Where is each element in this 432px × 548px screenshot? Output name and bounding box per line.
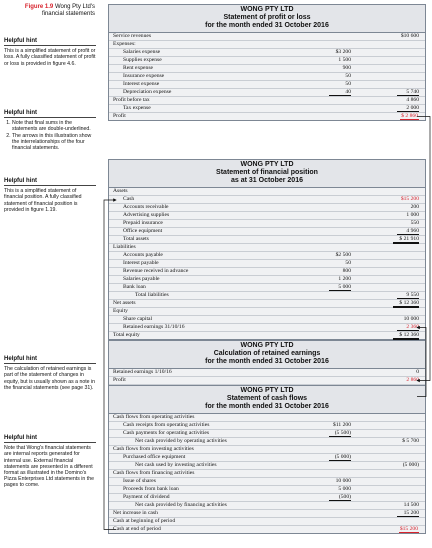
row-label: Retained earnings 1/10/16 xyxy=(113,369,172,375)
statement-row xyxy=(109,105,425,113)
highlighted-total: $ 2 860 xyxy=(401,113,418,119)
statement-row xyxy=(109,276,425,284)
row-label: Cash flows from operating activities xyxy=(113,414,195,420)
figure-title: Wong Pty Ltd's financial statements xyxy=(41,4,95,17)
statement-period: for the month ended 31 October 2016 xyxy=(205,403,329,410)
helpful-hint-1 xyxy=(4,38,96,67)
statement-row xyxy=(109,89,425,97)
statement-row xyxy=(109,332,425,339)
helpful-hint-3 xyxy=(4,178,96,213)
row-label: Accounts payable xyxy=(123,252,163,258)
row-label: Depreciation expense xyxy=(123,89,172,95)
statement-row xyxy=(109,73,425,81)
row-amount-total: 10 000 xyxy=(403,316,419,322)
hint-title: Helpful hint xyxy=(4,178,96,186)
statement-1 xyxy=(108,159,426,340)
row-amount-inner: 900 xyxy=(342,65,351,71)
row-amount-total: $15 200 xyxy=(400,196,419,202)
statement-row xyxy=(109,526,425,533)
row-label: Insurance expense xyxy=(123,73,165,79)
row-amount-inner: $3 200 xyxy=(335,49,351,55)
row-amount-inner: 5 000 xyxy=(311,284,351,291)
row-amount-total: 2 860 xyxy=(406,377,419,383)
row-label: Profit before tax xyxy=(113,97,150,103)
statement-title: Statement of cash flows xyxy=(226,395,308,402)
row-amount-inner: 50 xyxy=(345,81,351,87)
statement-row xyxy=(109,494,425,502)
statement-row xyxy=(109,212,425,220)
row-amount-total: $10 600 xyxy=(400,33,419,39)
row-amount-inner: 800 xyxy=(342,268,351,274)
hint-title: Helpful hint xyxy=(4,110,96,118)
row-label: Cash payments for operating activities xyxy=(123,430,210,436)
row-label: Retained earnings 31/10/16 xyxy=(123,324,185,330)
statement-period: as at 31 October 2016 xyxy=(231,177,303,184)
row-label: Purchased office equipment xyxy=(123,454,186,460)
statement-row xyxy=(109,228,425,236)
row-amount-total: 5 740 xyxy=(379,89,419,96)
statement-row xyxy=(109,188,425,196)
hint-item: 1. Note that final sums in the statements are double-underlined. xyxy=(12,120,96,132)
statement-row xyxy=(109,236,425,244)
statement-row xyxy=(109,33,425,41)
row-label: Interest expense xyxy=(123,81,160,87)
row-label: Office equipment xyxy=(123,228,163,234)
statement-row xyxy=(109,244,425,252)
row-amount-inner: 1 500 xyxy=(338,57,351,63)
statement-row xyxy=(109,414,425,422)
statement-row xyxy=(109,462,425,470)
row-label: Prepaid insurance xyxy=(123,220,163,226)
figure-number: Figure 1.9 xyxy=(24,4,54,10)
row-label: Salaries expense xyxy=(123,49,161,55)
helpful-hint-4 xyxy=(4,356,96,391)
row-amount-total xyxy=(379,526,419,533)
highlighted-total: $15 200 xyxy=(399,526,418,532)
row-label: Advertising supplies xyxy=(123,212,170,218)
row-label: Cash at beginning of period xyxy=(113,518,176,524)
statement-period: for the month ended 31 October 2016 xyxy=(205,22,329,29)
row-amount-total: 2 360 xyxy=(379,324,419,331)
row-label: Total equity xyxy=(113,332,140,338)
row-amount-total: 4 860 xyxy=(406,97,419,103)
row-amount-inner: $2 500 xyxy=(335,252,351,258)
hint-title: Helpful hint xyxy=(4,356,96,364)
row-label: Payment of dividend xyxy=(123,494,170,500)
row-label: Accounts receivable xyxy=(123,204,169,210)
statement-company: WONG PTY LTD xyxy=(240,161,294,168)
statement-row xyxy=(109,260,425,268)
statement-row xyxy=(109,308,425,316)
row-amount-inner: 50 xyxy=(345,73,351,79)
row-label: Profit xyxy=(113,377,126,383)
row-label: Total assets xyxy=(123,236,149,242)
statement-row xyxy=(109,113,425,120)
statement-title: Statement of financial position xyxy=(216,169,318,176)
statement-row xyxy=(109,49,425,57)
hint-text: Note that Wong's financial statements are internal reports generated for internal use. External financial statements are presented in a different format as illustrated in the Domino's Pizza Enterprises Ltd statements in the pages to come. xyxy=(4,445,94,489)
row-label: Net cash used by investing activities xyxy=(135,462,217,468)
statement-row xyxy=(109,430,425,438)
statement-3 xyxy=(108,385,426,534)
statement-title: Statement of profit or loss xyxy=(223,14,311,21)
statement-row xyxy=(109,422,425,430)
row-amount-total: 550 xyxy=(410,220,419,226)
statement-row xyxy=(109,252,425,260)
row-label: Assets xyxy=(113,188,128,194)
statement-row xyxy=(109,204,425,212)
row-amount-total xyxy=(379,113,419,120)
row-amount-total: 1 000 xyxy=(406,212,419,218)
statement-row xyxy=(109,300,425,308)
row-label: Net increase in cash xyxy=(113,510,158,516)
hint-item: 2. The arrows in this illustration show the interrelationships of the four financial statements. xyxy=(12,133,96,152)
row-label: Supplies expense xyxy=(123,57,162,63)
figure-label xyxy=(7,4,95,18)
row-label: Net cash provided by operating activities xyxy=(135,438,227,444)
statement-period: for the month ended 31 October 2016 xyxy=(205,358,329,365)
row-label: Revenue received in advance xyxy=(123,268,189,274)
statement-row xyxy=(109,446,425,454)
row-amount-total: 200 xyxy=(410,204,419,210)
row-label: Interest payable xyxy=(123,260,159,266)
statement-row xyxy=(109,41,425,49)
statement-row xyxy=(109,81,425,89)
statement-row xyxy=(109,470,425,478)
statement-title: Calculation of retained earnings xyxy=(213,350,321,357)
row-amount-inner: 40 xyxy=(311,89,351,96)
statement-row xyxy=(109,510,425,518)
row-label: Salaries payable xyxy=(123,276,160,282)
statement-body xyxy=(109,188,425,339)
statement-row xyxy=(109,65,425,73)
row-label: Rent expense xyxy=(123,65,153,71)
row-label: Total liabilities xyxy=(135,292,169,298)
statement-row xyxy=(109,324,425,332)
row-amount-total: $ 5 700 xyxy=(402,438,419,444)
statement-row xyxy=(109,377,425,385)
row-amount-total: 0 xyxy=(416,369,419,375)
row-label: Proceeds from bank loan xyxy=(123,486,179,492)
row-amount-total: 2 000 xyxy=(379,105,419,112)
statement-row xyxy=(109,454,425,462)
row-label: Cash xyxy=(123,196,135,202)
row-label: Net assets xyxy=(113,300,136,306)
statement-row xyxy=(109,518,425,526)
row-amount-inner: 5 000 xyxy=(338,486,351,492)
row-label: Cash flows from investing activities xyxy=(113,446,194,452)
row-amount-total: 14 500 xyxy=(403,502,419,508)
statement-row xyxy=(109,438,425,446)
helpful-hint-5 xyxy=(4,435,96,489)
statement-row xyxy=(109,284,425,292)
statement-company: WONG PTY LTD xyxy=(240,6,294,13)
hint-text: The calculation of retained earnings is part of the statement of changes in equity, but is usually shown as a note in the financial statements (see page 31). xyxy=(4,366,96,391)
row-amount-inner: (5 500) xyxy=(311,430,351,437)
hint-text: This is a simplified statement of profit or loss. A fully classified statement of profit or loss is provided in figure 4.6. xyxy=(4,48,96,67)
hints-sidebar xyxy=(0,0,98,548)
row-amount-total: 15 200 xyxy=(379,510,419,517)
statement-header xyxy=(109,341,425,369)
row-label: Liabilities xyxy=(113,244,136,250)
statement-row xyxy=(109,316,425,324)
row-label: Share capital xyxy=(123,316,153,322)
row-amount-total: $ 12 360 xyxy=(379,332,419,339)
statement-row xyxy=(109,268,425,276)
row-amount-total: $ 12 360 xyxy=(379,300,419,307)
row-amount-total: $ 21 910 xyxy=(379,236,419,243)
helpful-hint-2 xyxy=(4,110,96,151)
row-label: Tax expense xyxy=(123,105,151,111)
row-label: Net cash provided by financing activities xyxy=(135,502,227,508)
statement-row xyxy=(109,97,425,105)
statement-row xyxy=(109,196,425,204)
row-amount-total: 9 550 xyxy=(379,292,419,299)
row-label: Expenses: xyxy=(113,41,136,47)
row-label: Service revenues xyxy=(113,33,152,39)
statement-row xyxy=(109,220,425,228)
statement-row xyxy=(109,369,425,377)
hint-text: This is a simplified statement of financial position. A fully classified statement of financial position is provided in figure 1.19. xyxy=(4,188,82,213)
row-label: Cash at end of period xyxy=(113,526,161,532)
hint-title: Helpful hint xyxy=(4,435,96,443)
hint-title: Helpful hint xyxy=(4,38,96,46)
statement-0 xyxy=(108,4,426,121)
row-amount-inner: 10 000 xyxy=(335,478,351,484)
row-label: Issue of shares xyxy=(123,478,156,484)
row-label: Equity xyxy=(113,308,128,314)
statement-body xyxy=(109,414,425,533)
statement-company: WONG PTY LTD xyxy=(240,387,294,394)
statement-header xyxy=(109,5,425,33)
row-label: Cash flows from financing activities xyxy=(113,470,195,476)
statement-body xyxy=(109,33,425,120)
statement-row xyxy=(109,57,425,65)
row-amount-total: (5 000) xyxy=(402,462,419,468)
statement-company: WONG PTY LTD xyxy=(240,342,294,349)
row-label: Bank loan xyxy=(123,284,146,290)
statement-row xyxy=(109,502,425,510)
row-amount-total: 4 960 xyxy=(379,228,419,235)
statement-row xyxy=(109,486,425,494)
statement-row xyxy=(109,478,425,486)
row-label: Cash receipts from operating activities xyxy=(123,422,210,428)
row-label: Profit xyxy=(113,113,126,119)
row-amount-inner: 1 200 xyxy=(338,276,351,282)
row-amount-inner: $11 200 xyxy=(333,422,351,428)
statement-header xyxy=(109,386,425,414)
row-amount-inner: (5 000) xyxy=(311,454,351,461)
row-amount-inner: (500) xyxy=(311,494,351,501)
statement-row xyxy=(109,292,425,300)
row-amount-inner: 50 xyxy=(345,260,351,266)
statement-header xyxy=(109,160,425,188)
